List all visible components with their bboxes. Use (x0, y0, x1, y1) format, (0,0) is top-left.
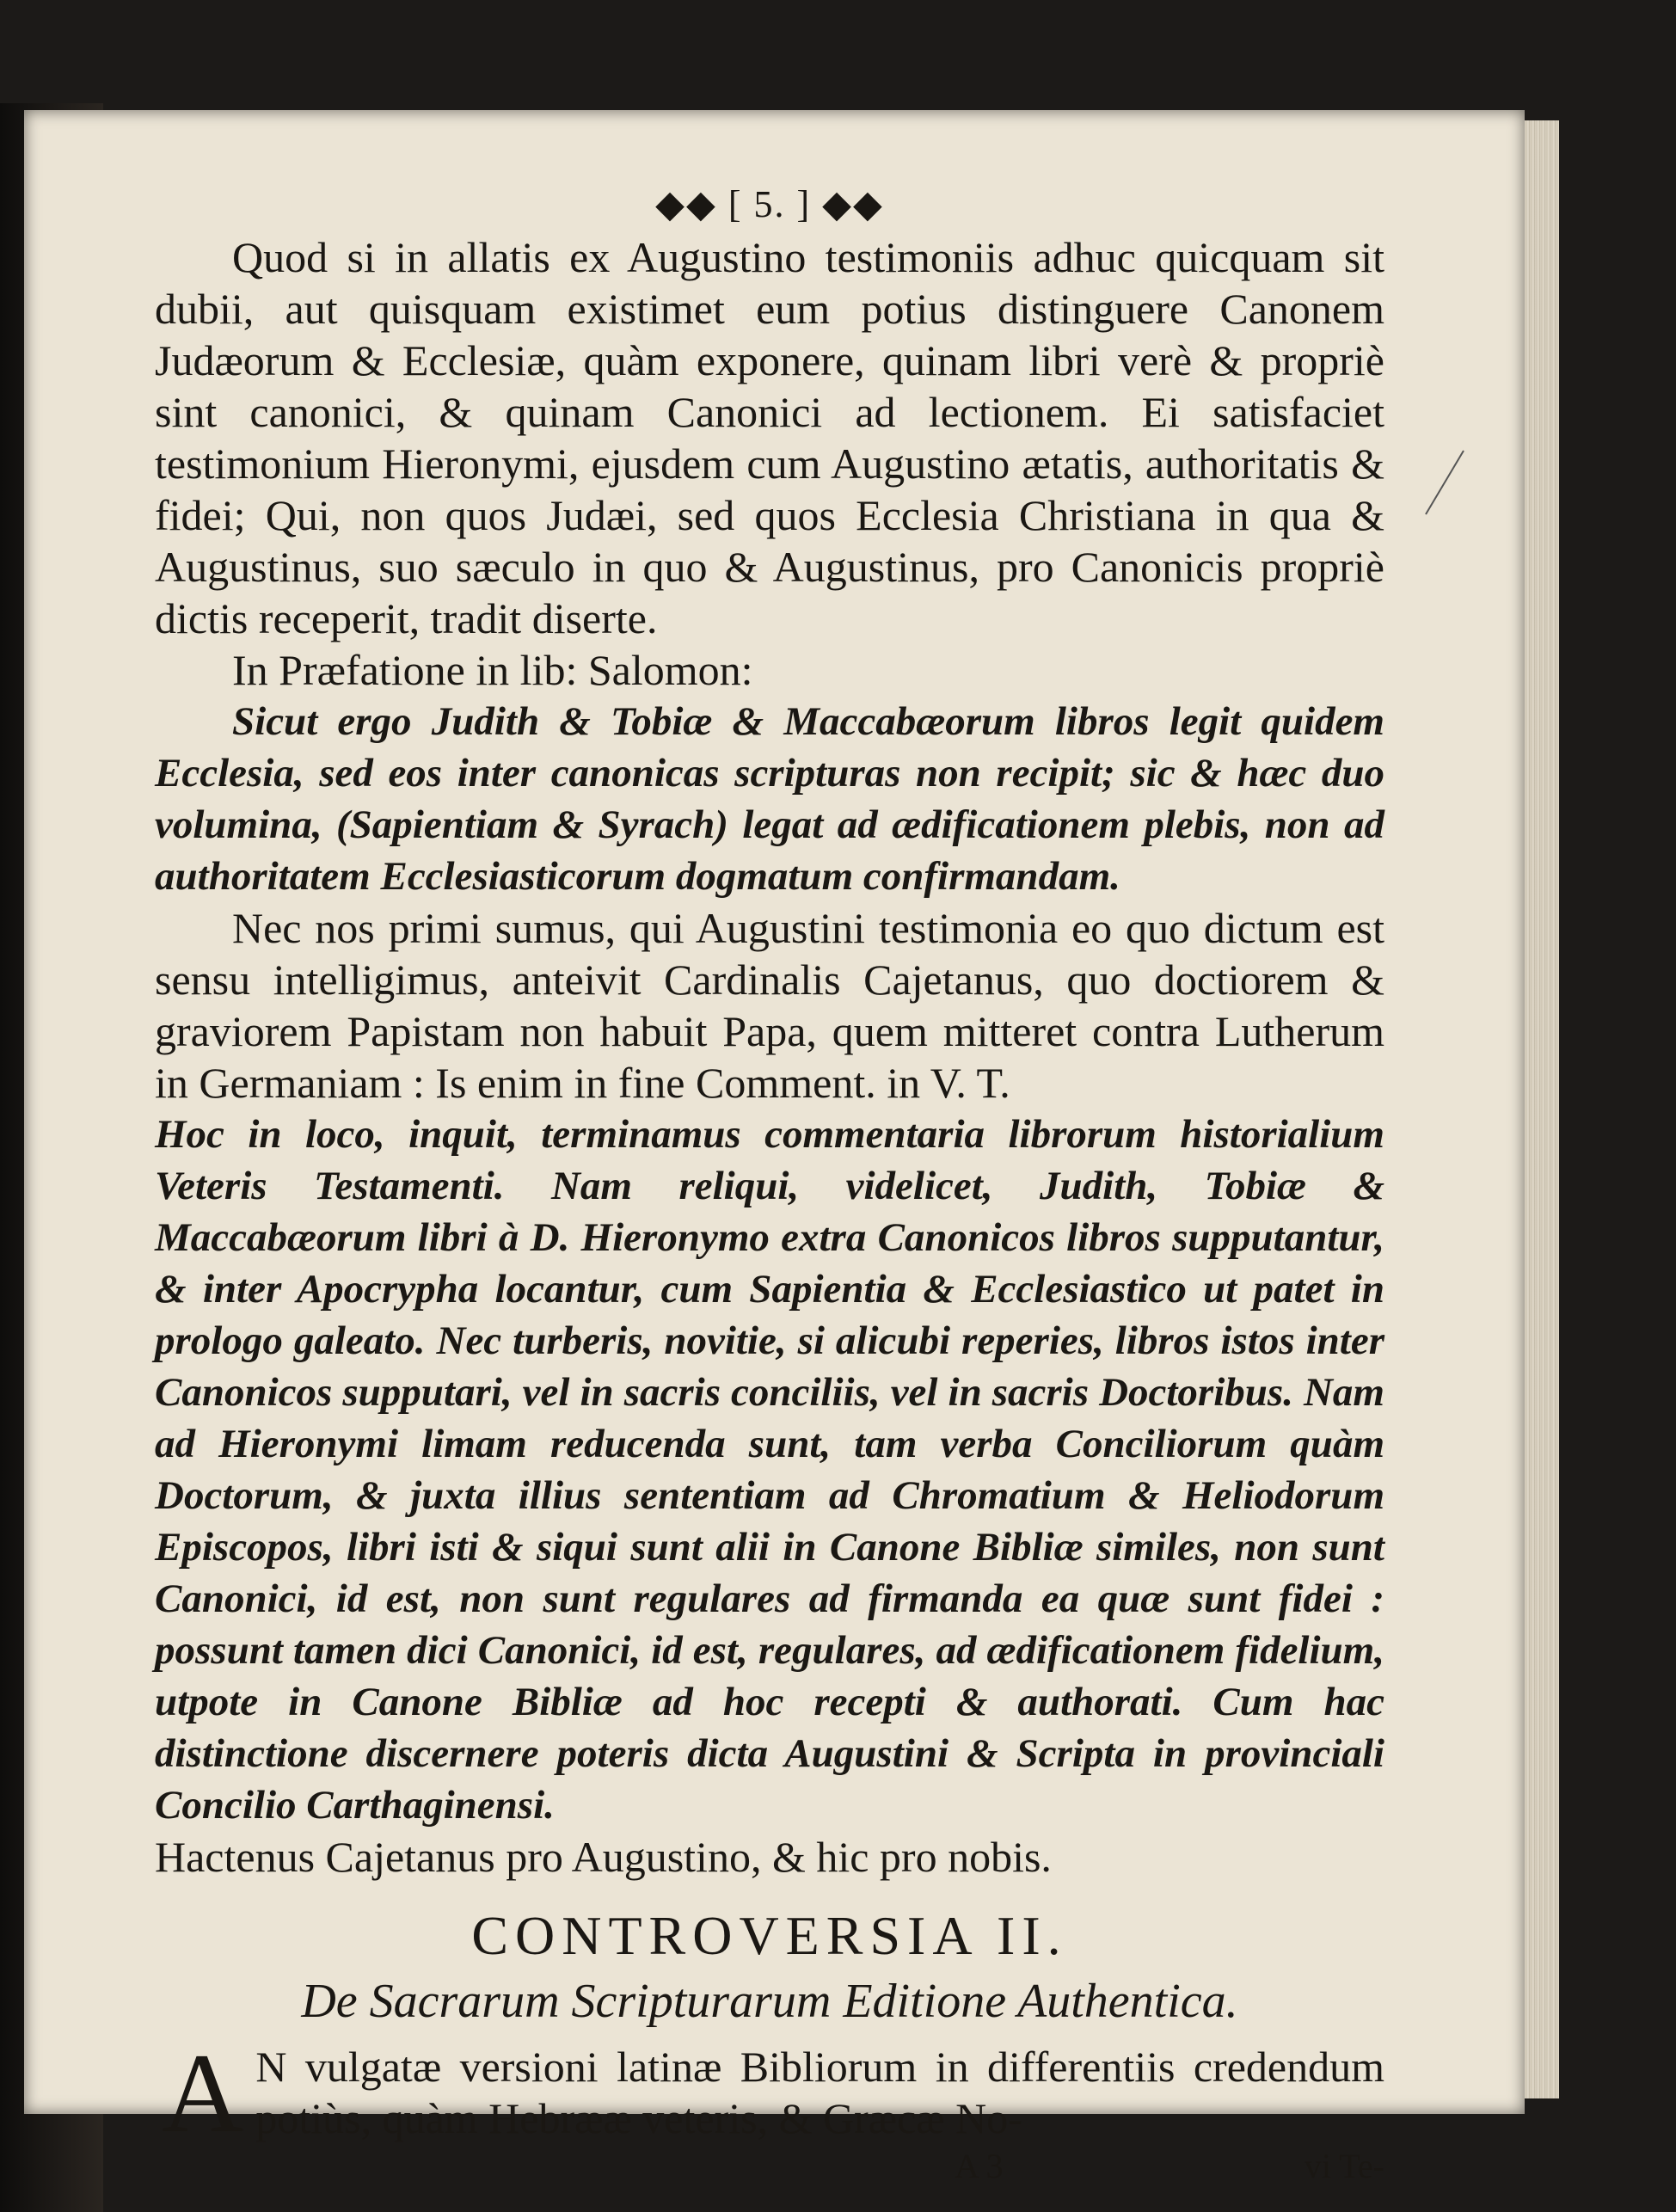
text-block (155, 182, 1384, 2186)
quotation-cajetanus: Hoc in loco, inquit, terminamus commentaria librorum historialium Veteris Testamenti. Nam reliqui, videlicet, Judith, Tobiæ & Maccabæorum libri à D. Hieronymo extra Canonicos libros supputantur, & inter Apocrypha locantur, cum Sapientia & Ecclesiastico ut patet in prologo galeato. Nec turberis, novitie, si alicubi reperies, libros istos inter Canonicos supputari, vel in sacris conciliis, vel in sacris Doctoribus. Nam ad Hieronymi limam reducenda sunt, tam verba Conciliorum quàm Doctorum, & juxta illius sententiam ad Chromatium & Heliodorum Episcopos, libri isti & siqui sunt alii in Canone Bibliæ similes, non sunt Canonici, id est, non sunt regulares ad firmanda ea quæ sunt fidei : possunt tamen dici Canonici, id est, regulares, ad ædificationem fidelium, utpote in Canone Bibliæ ad hoc recepti & authorati. Cum hac distinctione discernere poteris dicta Augustini & Scripta in provinciali Concilio Carthaginensi. (155, 1112, 1384, 1828)
quotation-hieronymus: Sicut ergo Judith & Tobiæ & Maccabæorum libros legit quidem Ecclesia, sed eos inter canonicas scripturas non recipit; sic & hæc duo volumina, (Sapientiam & Syrach) legat ad ædificationem plebis, non ad authoritatem Ecclesiasticorum dogmatum confirmandam. (155, 699, 1384, 899)
paragraph-hactenus: Hactenus Cajetanus pro Augustino, & hic pro nobis. (155, 1833, 1052, 1881)
page-footer (155, 2146, 1384, 2186)
paragraph-augustine: Quod si in allatis ex Augustino testimoniis adhuc quicquam sit dubii, aut quisquam existimet eum potius distinguere Canonem Judæorum & Ecclesiæ, quàm exponere, quinam libri verè & propriè sint canonici, & quinam Canonici ad lectionem. Ei satisfaciet testimonium Hieronymi, ejusdem cum Augustino ætatis, authoritatis & fidei; Qui, non quos Judæi, sed quos Ecclesia Christiana in qua & Augustinus, suo sæculo in quo & Augustinus, pro Canonicis propriè dictis receperit, tradit diserte. (155, 233, 1384, 642)
controversy-heading: CONTROVERSIA II. (471, 1905, 1068, 1966)
opening-paragraph (155, 2030, 1384, 2156)
paragraph-cajetanus: Nec nos primi sumus, qui Augustini testimonia eo quo dictum est sensu intelligimus, anteivit Cardinalis Cajetanus, quo doctiorem & graviorem Papistam non habuit Papa, quem mitteret contra Lutherum in Germaniam : Is enim in fine Comment. in V. T. (155, 904, 1384, 1107)
catchword: vi Te- (1304, 2147, 1384, 2185)
margin-pencil-mark (1419, 447, 1470, 516)
page-edges (1525, 120, 1559, 2098)
signature-mark: A 3 (955, 2147, 1004, 2185)
header-ornament-left: ◆◆ (655, 183, 717, 225)
drop-cap: A (162, 2030, 244, 2156)
opening-text: N vulgatæ versioni latinæ Bibliorum in differentiis credendum potiùs, quàm Hebrææ veteris, & Græcæ No- (255, 2043, 1384, 2142)
page-number-header: ◆◆ [ 5. ] ◆◆ (655, 183, 884, 225)
header-ornament-right: ◆◆ (822, 183, 884, 225)
paragraph-praefatio: In Præfatione in lib: Salomon: (232, 646, 753, 694)
controversy-subheading: De Sacrarum Scripturarum Editione Authentica. (301, 1975, 1238, 2028)
